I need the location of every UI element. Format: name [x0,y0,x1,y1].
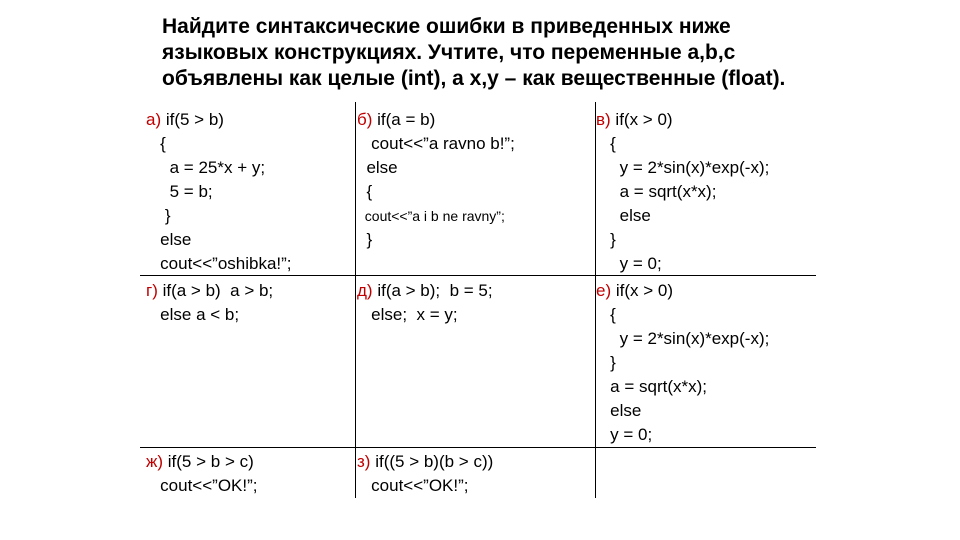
code-line: } [596,230,616,249]
code-line: cout<<”OK!”; [357,476,469,495]
title-line-3: объявлены как целые (int), а x,y – как вещественные (float). [162,67,786,90]
code-line: y = 0; [596,425,653,444]
title-line-1: Найдите синтаксические ошибки в приведенных ниже [162,15,731,38]
code-line: } [596,353,616,372]
code-line: { [357,182,373,201]
code-line: cout<<”a ravno b!”; [357,134,515,153]
code-line: if(5 > b) [161,110,224,129]
code-line: else; x = y; [357,305,458,324]
cell-b-label: б) [357,110,373,129]
code-line: if(a > b) a > b; [157,281,274,300]
task-title [162,14,862,92]
code-line: else [146,230,192,249]
cell-zh [146,450,258,498]
grid-vline-1 [355,102,356,498]
code-line: { [596,305,616,324]
code-line: if(5 > b > c) [163,452,254,471]
cell-v [596,108,769,276]
cell-d-label: д) [357,281,373,300]
code-line: else [596,401,642,420]
cell-b [357,108,515,252]
code-line: cout<<”oshibka!”; [146,254,292,273]
cell-g [146,279,273,327]
cell-z-label: з) [357,452,371,471]
cell-z [357,450,493,498]
code-line: if(a = b) [372,110,436,129]
code-line: if(x > 0) [610,110,673,129]
cell-e-label: е) [596,281,612,300]
code-line: else [596,206,651,225]
code-line: if((5 > b)(b > c)) [370,452,494,471]
grid-hline-2 [140,447,816,448]
code-line: y = 0; [596,254,662,273]
cell-d [357,279,493,327]
code-line: cout<<”a i b ne ravny”; [357,208,505,224]
code-line: a = sqrt(x*x); [596,182,717,201]
cell-zh-label: ж) [146,452,164,471]
code-line: else a < b; [146,305,240,324]
cell-v-label: в) [596,110,611,129]
code-line: } [357,230,373,249]
title-line-2: языковых конструкциях. Учтите, что переменные a,b,c [162,41,736,64]
code-line: if(x > 0) [611,281,673,300]
code-line: if(a > b); b = 5; [372,281,493,300]
code-line: { [596,134,616,153]
code-line: { [146,134,166,153]
code-line: 5 = b; [146,182,213,201]
code-line: else [357,158,398,177]
code-line: y = 2*sin(x)*exp(-x); [596,329,770,348]
code-line: y = 2*sin(x)*exp(-x); [596,158,770,177]
cell-a-label: а) [146,110,162,129]
code-line: a = 25*x + y; [146,158,266,177]
code-line: cout<<”OK!”; [146,476,258,495]
cell-g-label: г) [146,281,158,300]
cell-e [596,279,769,447]
code-line: a = sqrt(x*x); [596,377,707,396]
cell-a [146,108,292,276]
code-line: } [146,206,171,225]
